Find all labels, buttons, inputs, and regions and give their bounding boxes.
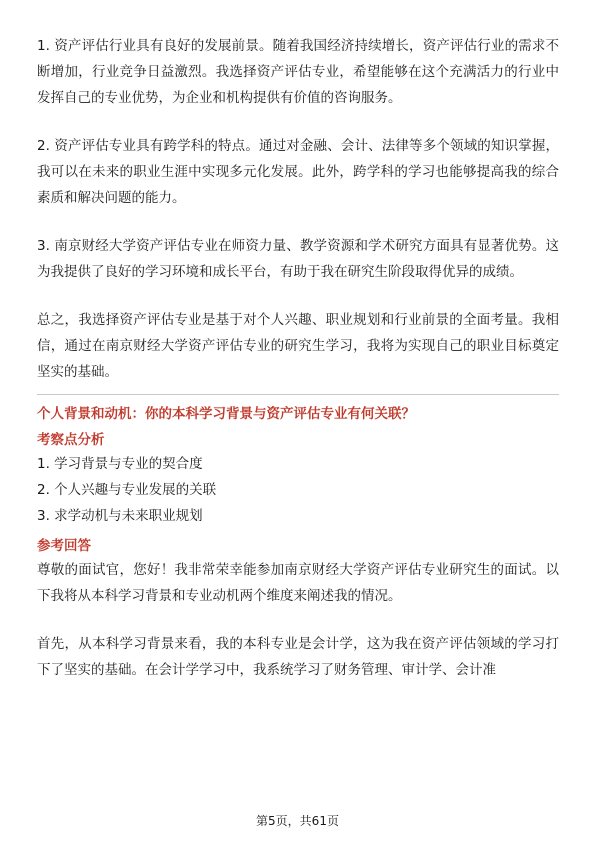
paragraph-point-1: 1. 资产评估行业具有良好的发展前景。随着我国经济持续增长，资产评估行业的需求不断增加，行业竞争日益激烈。我选择资产评估专业，希望能够在这个充满活力的行业中发挥自己的专业优势，为企业和机构提供有价值的咨询服务。: [37, 38, 559, 106]
question-title: 个人背景和动机：你的本科学习背景与资产评估专业有何关联？: [37, 406, 415, 422]
answer-paragraph-intro: 尊敬的面试官，您好！我非常荣幸能参加南京财经大学资产评估专业研究生的面试。以下我将从本科学习背景和专业动机两个维度来阐述我的情况。: [37, 562, 559, 604]
document-page: [37, 33, 559, 683]
analysis-item: 2. 个人兴趣与专业发展的关联: [37, 482, 217, 498]
page-number-footer: 第5页，共61页: [256, 814, 339, 828]
analysis-heading: 考察点分析: [37, 432, 105, 448]
analysis-item: 1. 学习背景与专业的契合度: [37, 456, 203, 472]
paragraph-point-3: 3. 南京财经大学资产评估专业在师资力量、教学资源和学术研究方面具有显著优势。这为我提供了良好的学习环境和成长平台，有助于我在研究生阶段取得优异的成绩。: [37, 238, 559, 280]
paragraph-summary: 总之，我选择资产评估专业是基于对个人兴趣、职业规划和行业前景的全面考量。我相信，通过在南京财经大学资产评估专业的研究生学习，我将为实现自己的职业目标奠定坚实的基础。: [37, 312, 559, 380]
section-divider: [37, 394, 559, 395]
paragraph-point-2: 2. 资产评估专业具有跨学科的特点。通过对金融、会计、法律等多个领域的知识掌握，我可以在未来的职业生涯中实现多元化发展。此外，跨学科的学习也能够提高我的综合素质和解决问题的能力。: [37, 138, 559, 206]
answer-heading: 参考回答: [37, 538, 91, 554]
answer-paragraph-background: 首先，从本科学习背景来看，我的本科专业是会计学，这为我在资产评估领域的学习打下了坚实的基础。在会计学学习中，我系统学习了财务管理、审计学、会计准: [37, 636, 559, 678]
analysis-item: 3. 求学动机与未来职业规划: [37, 508, 203, 524]
